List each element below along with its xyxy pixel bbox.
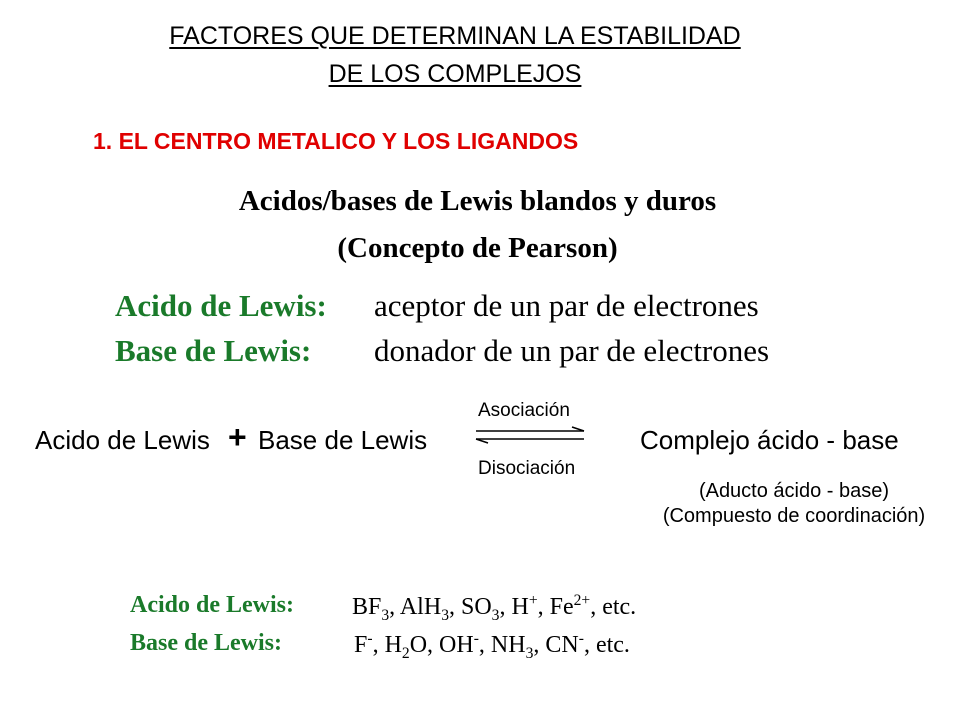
product-note-coordination: (Compuesto de coordinación) [662,505,926,527]
subheading-line-2: (Concepto de Pearson) [337,232,618,264]
formula-item [511,594,549,620]
formula-superscript: + [528,592,538,609]
formula-separator: , [478,632,491,658]
formula-superscript: - [473,630,479,647]
formula-separator: , [537,594,550,620]
formula-separator: , [389,594,400,620]
formula-subscript: 3 [441,606,449,624]
formula-base: OH [439,632,474,658]
formula-separator: , [583,632,596,658]
formula-base: F [354,632,368,658]
formula-base: H [511,594,529,620]
formula-item [460,594,512,624]
product-note-adduct: (Aducto ácido - base) [698,480,890,502]
formula-superscript: - [578,630,584,647]
formula-separator: , [448,594,461,620]
formula-separator: , [533,632,546,658]
formula-item [545,632,596,658]
formula-item [550,594,603,620]
formula-base: etc. [602,594,637,620]
formula-base: H [384,632,402,658]
acid-examples-list [352,592,636,625]
base-definition-term: Base de Lewis: [115,333,312,368]
formula-base: CN [545,632,579,658]
formula-subscript: 3 [525,644,534,662]
base-examples-term: Base de Lewis: [130,630,282,656]
formula-base: NH [490,632,526,658]
formula-subscript: 3 [381,606,390,624]
formula-base: AlH [399,594,442,620]
product-label: Complejo ácido - base [640,425,899,455]
formula-item [602,594,636,620]
subheading-line-1: Acidos/bases de Lewis blandos y duros [238,185,717,217]
acid-examples-term: Acido de Lewis: [130,592,294,618]
section-heading: 1. EL CENTRO METALICO Y LOS LIGANDOS [93,128,579,154]
plus-sign: + [228,419,247,455]
formula-subscript: 3 [491,606,500,624]
formula-subscript: 2 [401,644,410,662]
reverse-label: Disociación [478,458,576,479]
slide-title-line-1: FACTORES QUE DETERMINAN LA ESTABILIDAD [169,22,741,50]
formula-separator: , [499,594,512,620]
formula-base: SO [460,594,492,620]
base-definition-text: donador de un par de electrones [374,333,770,368]
acid-definition-term: Acido de Lewis: [115,288,327,323]
formula-separator: , [372,632,385,658]
forward-label: Asociación [478,400,570,421]
formula-superscript: - [367,630,373,647]
formula-superscript: 2+ [573,592,591,609]
acid-definition-text: aceptor de un par de electrones [374,288,759,323]
formula-base: etc. [595,632,630,658]
formula-item [596,632,630,658]
reactant-acid: Acido de Lewis [35,425,210,455]
formula-item [384,632,410,662]
formula-item [410,632,439,658]
formula-item [490,632,546,662]
formula-item [352,594,400,624]
equilibrium-arrows-icon [472,426,590,444]
formula-separator: , [590,594,603,620]
formula-base: O [409,632,428,658]
slide-title-line-2: DE LOS COMPLEJOS [328,60,582,88]
formula-item [399,594,461,624]
reactant-base: Base de Lewis [258,425,428,455]
formula-item [439,632,491,658]
formula-item [354,632,385,658]
formula-base: BF [352,594,382,620]
formula-separator: , [427,632,440,658]
base-examples-list [354,630,630,663]
formula-base: Fe [549,594,574,620]
